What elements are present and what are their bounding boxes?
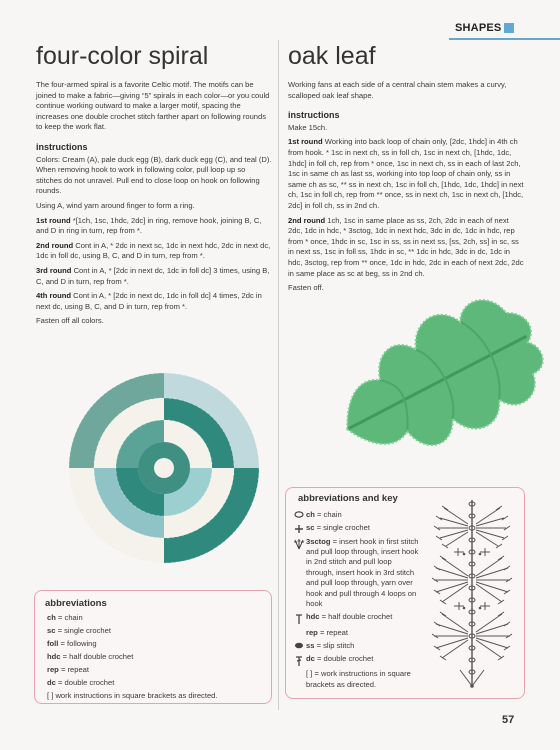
key-item-brackets: [ ] = work instructions in square brackets as directed. bbox=[306, 669, 411, 689]
section-title: SHAPES bbox=[455, 22, 502, 34]
spiral-ring: Using A, wind yarn around finger to form a ring. bbox=[36, 200, 195, 210]
section-square bbox=[504, 23, 514, 33]
spiral-title: four-color spiral bbox=[36, 42, 209, 70]
spiral-colors: Colors: Cream (A), pale duck egg (B), dark duck egg (C), and teal (D). When removing hook to work in following color, pull loop up so stitches do not unravel. Pull end to close loop on hook on following rounds. bbox=[36, 154, 272, 196]
oak-leaf-crochet-chart bbox=[424, 494, 520, 692]
cluster-icon bbox=[292, 537, 306, 550]
key-item-3sctog: 3sctog = insert hook in first stitch and pull loop through, insert hook in 2nd stitch and pull loop through, insert hook in 3rd stitch and pull loop through, yarn over hook and pull through 4 loops on hook bbox=[292, 537, 420, 610]
spiral-photo bbox=[62, 350, 262, 580]
spiral-round-1: 1st round *[1ch, 1sc, 1hdc, 2dc] in ring, remove hook, joining B, C, and D in ring in turn, rep from *. bbox=[36, 215, 262, 236]
abbr-row: sc = single crochet bbox=[47, 626, 111, 636]
section-tag bbox=[455, 20, 560, 36]
half-double-crochet-icon bbox=[292, 612, 306, 625]
page-number: 57 bbox=[502, 714, 515, 726]
oak-leaf-round-1: 1st round Working into back loop of chain only, [2dc, 1hdc] in 4th ch from hook. * 1sc in next ch, ss in foll ch, 1sc in next ch, [1hdc, 1dc, 1hdc] in foll ch, rep from * once, 1sc in next ch, ss in each of last 2ch, 1sc in same ch as last ss, working into top loop of chain only, ss in same ch as sc, ** ss in next ch, 1sc in foll ch, [1hdc, 1dc, 1hdc] in next ch, 1sc in foll ch, rep from ** once, ss in next ch, 1sc in next ch, [1hdc, 2dc] in foll ch, ss in 2nd ch. bbox=[288, 137, 524, 210]
abbr-row: rep = repeat bbox=[47, 665, 90, 675]
spiral-round-4: 4th round Cont in A, * [2dc in next dc, 1dc in foll dc] 4 times, 2dc in next dc, using B, C, and D in turn, rep from *. bbox=[36, 291, 262, 311]
abbr-row: [ ] work instructions in square brackets as directed. bbox=[47, 691, 218, 701]
oak-leaf-make: Make 15ch. bbox=[288, 122, 328, 132]
abbr-row: ch = chain bbox=[47, 613, 83, 623]
key-item-hdc: hdc = half double crochet bbox=[292, 612, 420, 625]
spiral-abbreviations-heading: abbreviations bbox=[45, 598, 107, 609]
double-crochet-icon bbox=[292, 654, 306, 667]
key-item-rep: rep = repeat bbox=[306, 627, 349, 637]
slip-stitch-dot-icon bbox=[292, 641, 306, 649]
single-crochet-cross-icon bbox=[292, 523, 306, 534]
key-list bbox=[292, 510, 420, 693]
oak-leaf-intro: Working fans at each side of a central chain stem makes a curvy, scalloped oak leaf shape. bbox=[288, 80, 507, 100]
column-divider bbox=[278, 40, 279, 710]
spiral-instructions-heading: instructions bbox=[36, 141, 88, 152]
left-column bbox=[36, 42, 272, 331]
abbr-row: foll = following bbox=[47, 639, 97, 649]
spiral-abbreviations-box bbox=[34, 590, 272, 704]
oak-leaf-key-heading: abbreviations and key bbox=[298, 493, 398, 504]
spiral-fasten: Fasten off all colors. bbox=[36, 316, 104, 326]
key-item-ch: ch = chain bbox=[292, 510, 420, 520]
oak-leaf-key-box bbox=[285, 487, 525, 699]
key-item-sc: sc = single crochet bbox=[292, 523, 420, 534]
spiral-intro: The four-armed spiral is a favorite Celtic motif. The motifs can be joined to make a fabric—giving “5” spirals in each color—or you could continue working outward to make a larger motif, spacing the increases one double crochet stitch farther apart on following rounds to keep the work flat. bbox=[36, 80, 270, 132]
right-column bbox=[288, 42, 524, 298]
key-item-dc: dc = double crochet bbox=[292, 654, 420, 667]
oak-leaf-fasten: Fasten off. bbox=[288, 283, 324, 293]
key-item-ss: ss = slip stitch bbox=[292, 641, 420, 651]
abbr-row: dc = double crochet bbox=[47, 678, 115, 688]
abbr-row: hdc = half double crochet bbox=[47, 652, 134, 662]
oak-leaf-instructions-heading: instructions bbox=[288, 110, 340, 121]
oak-leaf-title: oak leaf bbox=[288, 42, 376, 70]
spiral-round-3: 3rd round Cont in A, * [2dc in next dc, 1dc in foll dc] 3 times, using B, C, and D in turn, rep from *. bbox=[36, 265, 270, 286]
oak-leaf-photo bbox=[325, 280, 555, 480]
oak-leaf-round-2: 2nd round 1ch, 1sc in same place as ss, 2ch, 2dc in each of next 2dc, 1dc in hdc, * 3sctog, 1dc in next hdc, 3dc in dc, 1dc in hdc, rep from * once, 1hdc in sc, 1sc in ss, ss in next ss, [ss, 2ch, ss] in sc, ss in next ss, 1sc in foll ss, 1hdc in sc, ** 1dc in hdc, 3dc in dc, 1dc in hdc, 3sctog, rep from ** once, 1dc in hdc, 2dc in each of next 2dc, 2dc in same place as sc at beg, ss in 2nd ch. bbox=[288, 215, 524, 278]
spiral-round-2: 2nd round Cont in A, * 2dc in next sc, 1dc in next hdc, 2dc in next dc, 1dc in foll dc, using B, C, and D in turn, rep from *. bbox=[36, 240, 271, 261]
chain-oval-icon bbox=[292, 510, 306, 518]
section-rule bbox=[449, 38, 560, 40]
